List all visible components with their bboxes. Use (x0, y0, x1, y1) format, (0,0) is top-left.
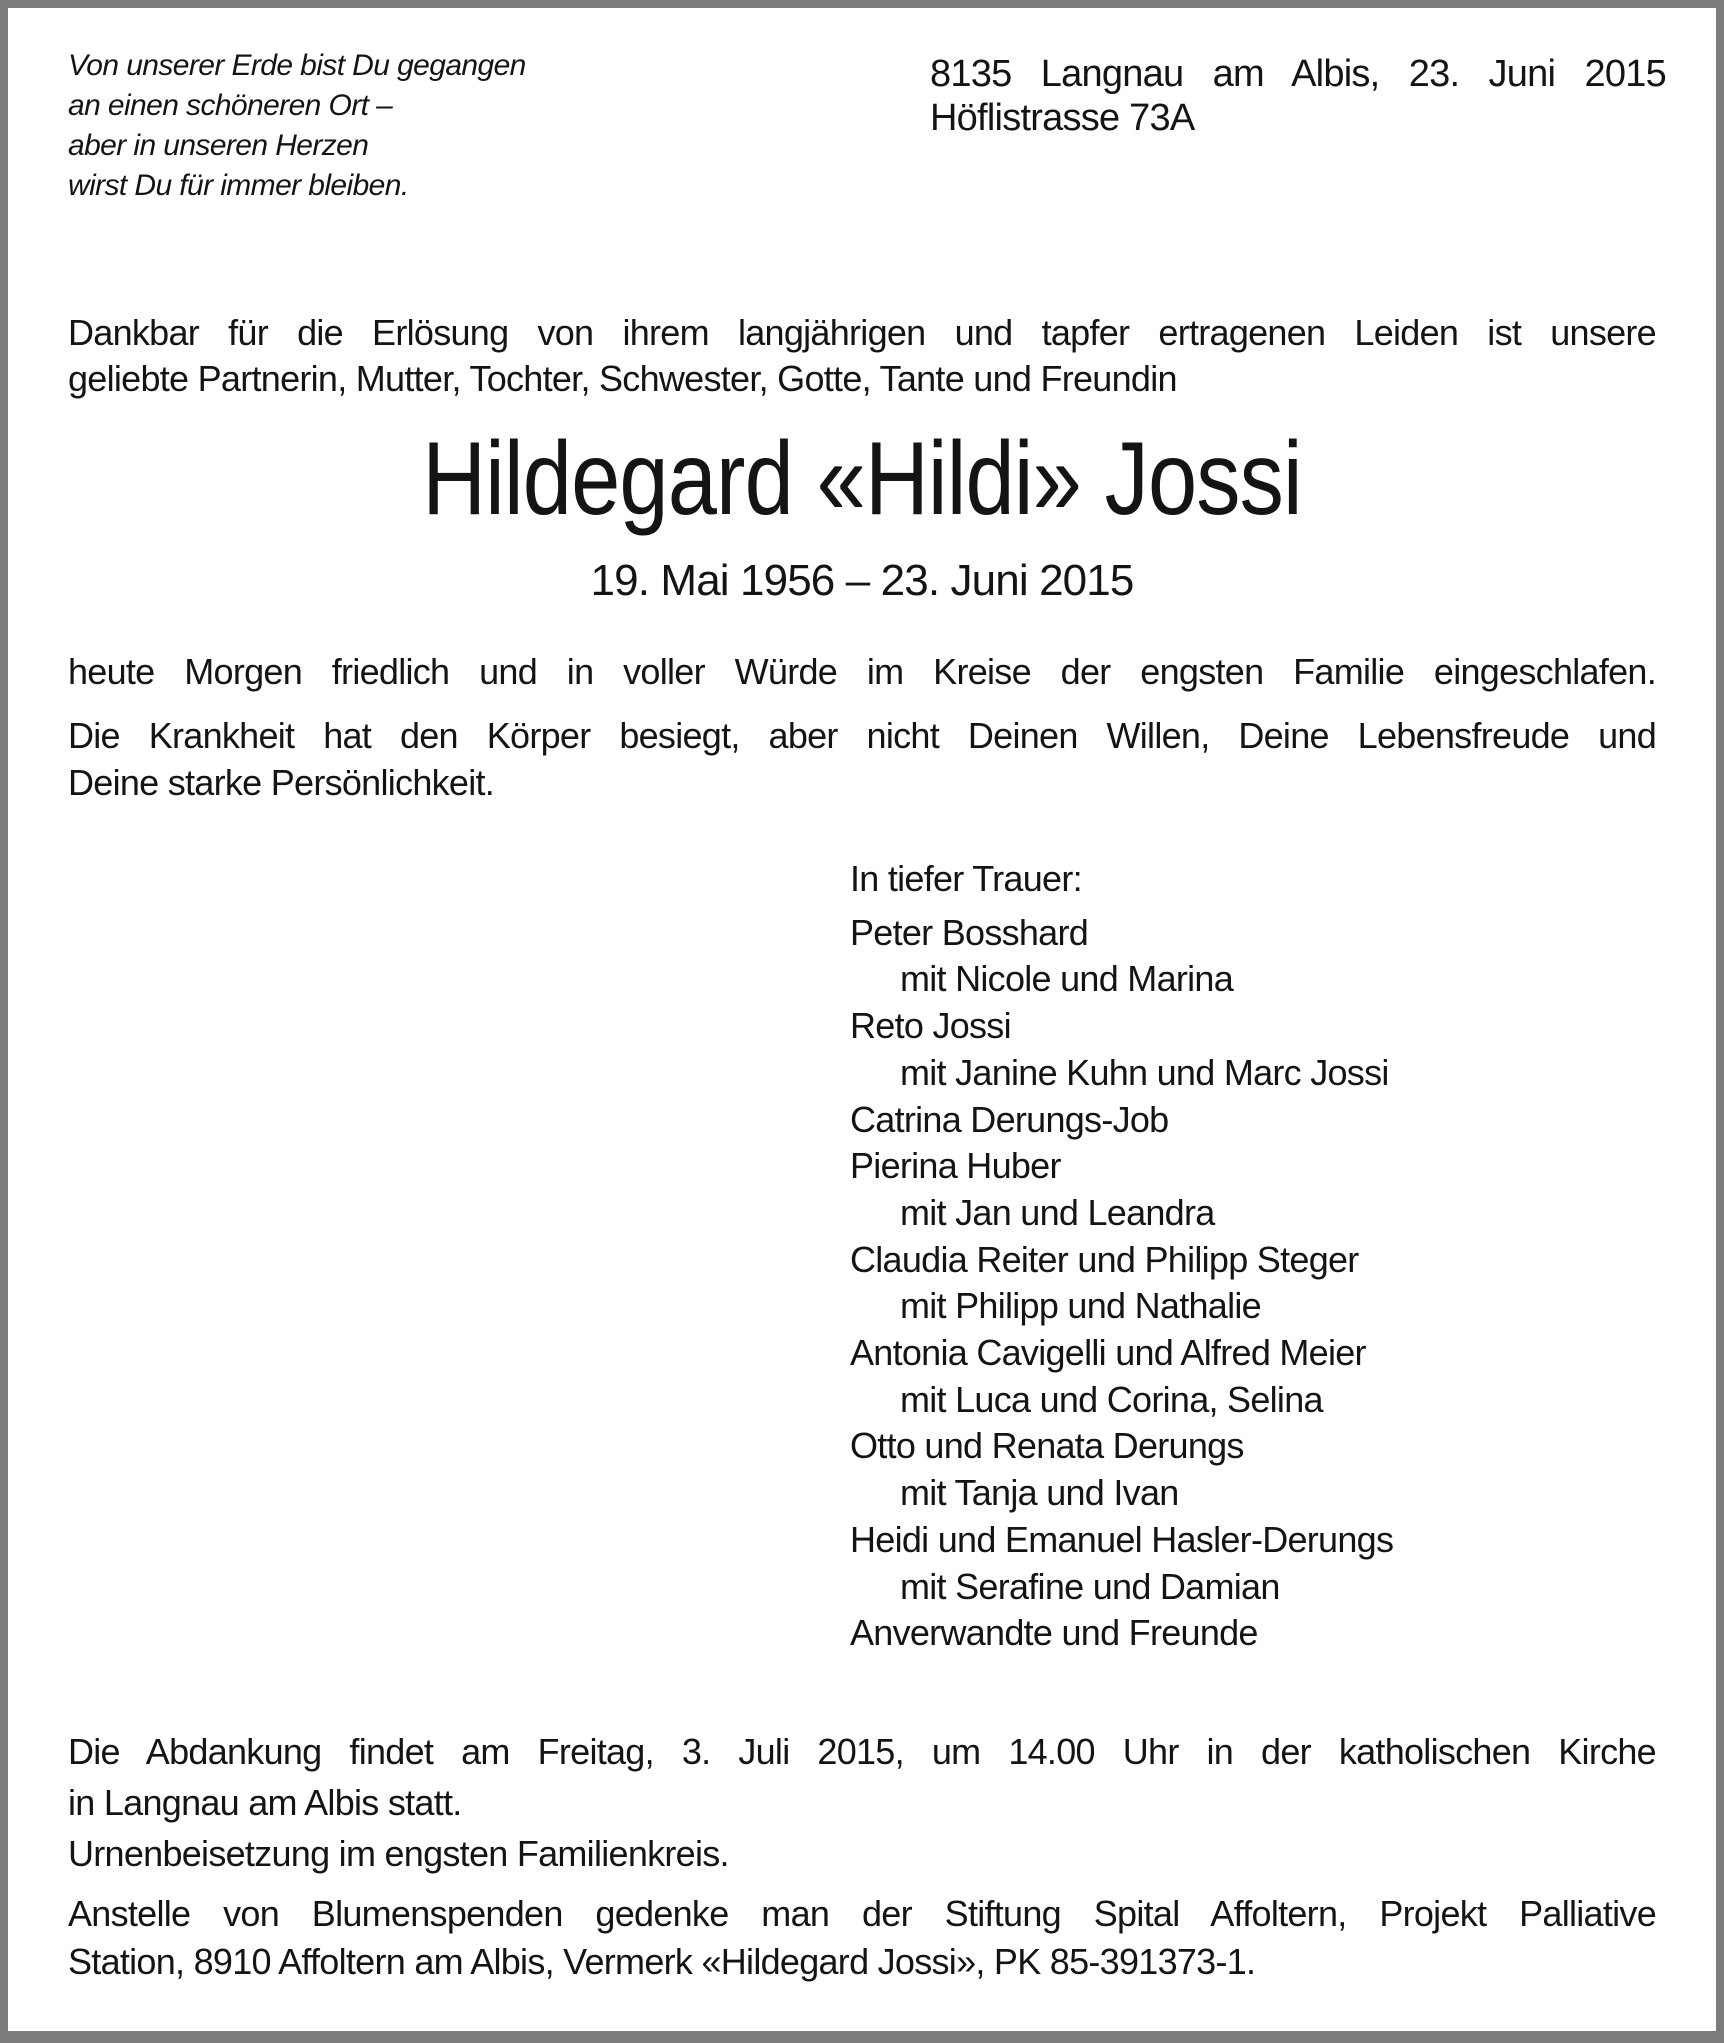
intro-line: Dankbar für die Erlösung von ihrem langjährigen und tapfer ertragenen Leiden ist unsere (68, 312, 1656, 353)
passing-statement (68, 648, 1656, 695)
place-date-address (930, 52, 1666, 140)
place-date-line: 8135 Langnau am Albis, 23. Juni 2015 (930, 53, 1666, 95)
mourner-entry: mit Serafine und Damian (900, 1565, 1280, 1607)
mourner-entry: Claudia Reiter und Philipp Steger (850, 1238, 1359, 1280)
tribute-line: Deine starke Persönlichkeit. (68, 762, 495, 803)
introduction-paragraph (68, 310, 1656, 402)
life-dates: 19. Mai 1956 – 23. Juni 2015 (590, 556, 1134, 605)
mourner-entry: Heidi und Emanuel Hasler-Derungs (850, 1518, 1394, 1560)
mourner-entry: Anverwandte und Freunde (850, 1612, 1258, 1654)
passing-line: heute Morgen friedlich und in voller Würde im Kreise der engsten Familie eingeschlafen. (68, 651, 1656, 692)
donation-line: Anstelle von Blumenspenden gedenke man der Stiftung Spital Affoltern, Projekt Palliative (68, 1893, 1656, 1934)
poem-line: Von unserer Erde bist Du gegangen (68, 49, 526, 82)
mourner-entry: mit Philipp und Nathalie (900, 1285, 1261, 1327)
tribute-line: Die Krankheit hat den Körper besiegt, aber nicht Deinen Willen, Deine Lebensfreude und (68, 715, 1656, 756)
mourner-entry: mit Janine Kuhn und Marc Jossi (900, 1051, 1389, 1093)
mourner-entry: mit Luca und Corina, Selina (900, 1378, 1323, 1420)
mourner-entry: Pierina Huber (850, 1145, 1061, 1187)
intro-line: geliebte Partnerin, Mutter, Tochter, Schwester, Gotte, Tante und Freundin (68, 358, 1177, 399)
mourner-entry: Reto Jossi (850, 1005, 1011, 1047)
mourner-entry: mit Tanja und Ivan (900, 1472, 1179, 1514)
donation-line: Station, 8910 Affoltern am Albis, Vermerk «Hildegard Jossi», PK 85-391373-1. (68, 1941, 1256, 1982)
mourner-entry: mit Nicole und Marina (900, 958, 1234, 1000)
deceased-name: Hildegard «Hildi» Jossi (422, 421, 1302, 537)
mourner-entry: mit Jan und Leandra (900, 1191, 1215, 1233)
funeral-line: in Langnau am Albis statt. (68, 1782, 462, 1823)
mourning-header: In tiefer Trauer: (850, 858, 1082, 899)
donation-information (68, 1890, 1656, 1986)
poem-line: wirst Du für immer bleiben. (68, 169, 409, 202)
memorial-poem (68, 46, 526, 206)
illness-tribute-paragraph (68, 712, 1656, 806)
poem-line: aber in unseren Herzen (68, 129, 369, 162)
mourner-entry: Otto und Renata Derungs (850, 1425, 1244, 1467)
poem-line: an einen schöneren Ort – (68, 89, 393, 122)
mourner-entry: Catrina Derungs-Job (850, 1098, 1169, 1140)
funeral-line: Die Abdankung findet am Freitag, 3. Juli 2015, um 14.00 Uhr in der katholischen Kirche (68, 1731, 1656, 1772)
mourner-entry: Antonia Cavigelli und Alfred Meier (850, 1332, 1366, 1374)
mourners-section (850, 856, 1656, 1657)
street-address-line: Höflistrasse 73A (930, 97, 1195, 139)
burial-line: Urnenbeisetzung im engsten Familienkreis. (68, 1833, 729, 1874)
mourner-entry: Peter Bosshard (850, 911, 1089, 953)
funeral-information (68, 1726, 1656, 1879)
